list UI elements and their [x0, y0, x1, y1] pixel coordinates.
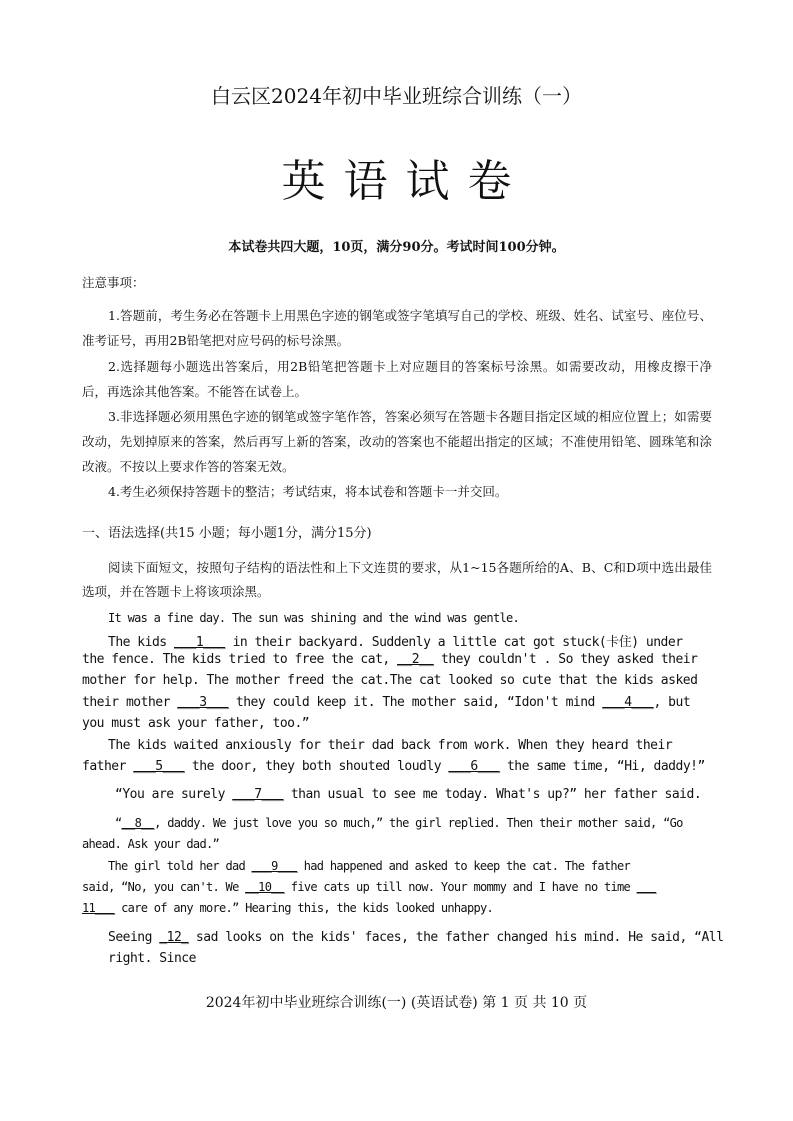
passage-line: It was a fine day. The sun was shining and the wind was gentle. — [108, 611, 520, 625]
note-item: 4.考生必须保持答题卡的整洁；考试结束，将本试卷和答题卡一并交回。 — [108, 484, 508, 499]
passage-line: father ___5___ the door, they both shouted loudly ___6___ the same time, “Hi, daddy!” — [82, 759, 705, 774]
section-instruction: 阅读下面短文，按照句子结构的语法性和上下文连贯的要求，从1~15各题所给的A、B、C和D项中选出最佳选项，并在答题卡上将该项涂黑。 — [82, 560, 712, 599]
blank-1: ___1___ — [173, 635, 226, 650]
blank-11-start: ___ — [636, 880, 657, 894]
passage-line: “You are surely ___7___ than usual to see me today. What's up?” her father said. — [115, 787, 702, 802]
page-title: 英语试卷 — [281, 156, 530, 207]
blank-12: _12_ — [159, 930, 189, 945]
blank-7: ___7___ — [232, 787, 284, 802]
passage-line: you must ask your father, too.” — [82, 716, 310, 731]
passage-line: Seeing _12_ sad looks on the kids' faces, the father changed his mind. He said, “All — [108, 930, 724, 945]
exam-subtitle: 白云区2024年初中毕业班综合训练（一） — [211, 84, 582, 108]
blank-9: ___9___ — [251, 859, 298, 873]
blank-3: ___3___ — [177, 695, 229, 710]
passage-line: the fence. The kids tried to free the cat, __2__ they couldn't . So they asked their — [82, 652, 698, 667]
passage-line: right. Since — [108, 951, 196, 966]
passage-line: “__8__, daddy. We just love you so much,” the girl replied. Then their mother said, “Go — [115, 816, 683, 830]
blank-8: __8__ — [121, 816, 155, 830]
notes-title: 注意事项： — [82, 275, 145, 290]
note-item: 3.非选择题必须用黑色字迹的钢笔或签字笔作答，答案必须写在答题卡各题目指定区域的相应位置上；如需要改动，先划掉原来的答案，然后再写上新的答案，改动的答案也不能超出指定的区域；不准使用铅笔、圆珠笔和涂改液。不按以上要求作答的答案无效。 — [82, 409, 712, 474]
passage-line: The kids ___1___ in their backyard. Suddenly a little cat got stuck(卡住) under — [108, 635, 683, 650]
blank-2: __2__ — [397, 652, 434, 667]
passage-line: mother for help. The mother freed the cat.The cat looked so cute that the kids asked — [82, 673, 698, 688]
exam-info: 本试卷共四大题，10页，满分90分。考试时间100分钟。 — [228, 240, 565, 255]
blank-6: ___6___ — [448, 759, 500, 774]
blank-11-end: 11___ — [82, 901, 115, 915]
passage-line: The girl told her dad ___9___ had happened and asked to keep the cat. The father — [108, 859, 630, 873]
blank-5: ___5___ — [133, 759, 185, 774]
passage-line: The kids waited anxiously for their dad back from work. When they heard their — [108, 738, 673, 753]
note-item: 1.答题前，考生务必在答题卡上用黑色字迹的钢笔或签字笔填写自己的学校、班级、姓名、试室号、座位号、准考证号，再用2B铅笔把对应号码的标号涂黑。 — [82, 308, 712, 348]
passage-line: ahead. Ask your dad.” — [82, 837, 220, 851]
passage-line: said, “No, you can't. We __10__ five cats up till now. Your mommy and I have no time ___ — [82, 880, 657, 894]
passage-line: 11___ care of any more.” Hearing this, the kids looked unhappy. — [82, 901, 494, 915]
page-footer: 2024年初中毕业班综合训练(一) (英语试卷) 第 1 页 共 10 页 — [205, 995, 588, 1011]
passage-line: their mother ___3___ they could keep it. The mother said, “Idon't mind ___4___, but — [82, 695, 691, 710]
note-item: 2.选择题每小题选出答案后，用2B铅笔把答题卡上对应题目的答案标号涂黑。如需要改动，用橡皮擦干净后，再选涂其他答案。不能答在试卷上。 — [82, 359, 712, 399]
blank-4: ___4___ — [602, 695, 654, 710]
section-title: 一、语法选择(共15 小题；每小题1分，满分15分) — [82, 526, 372, 541]
blank-10: __10__ — [245, 880, 285, 894]
